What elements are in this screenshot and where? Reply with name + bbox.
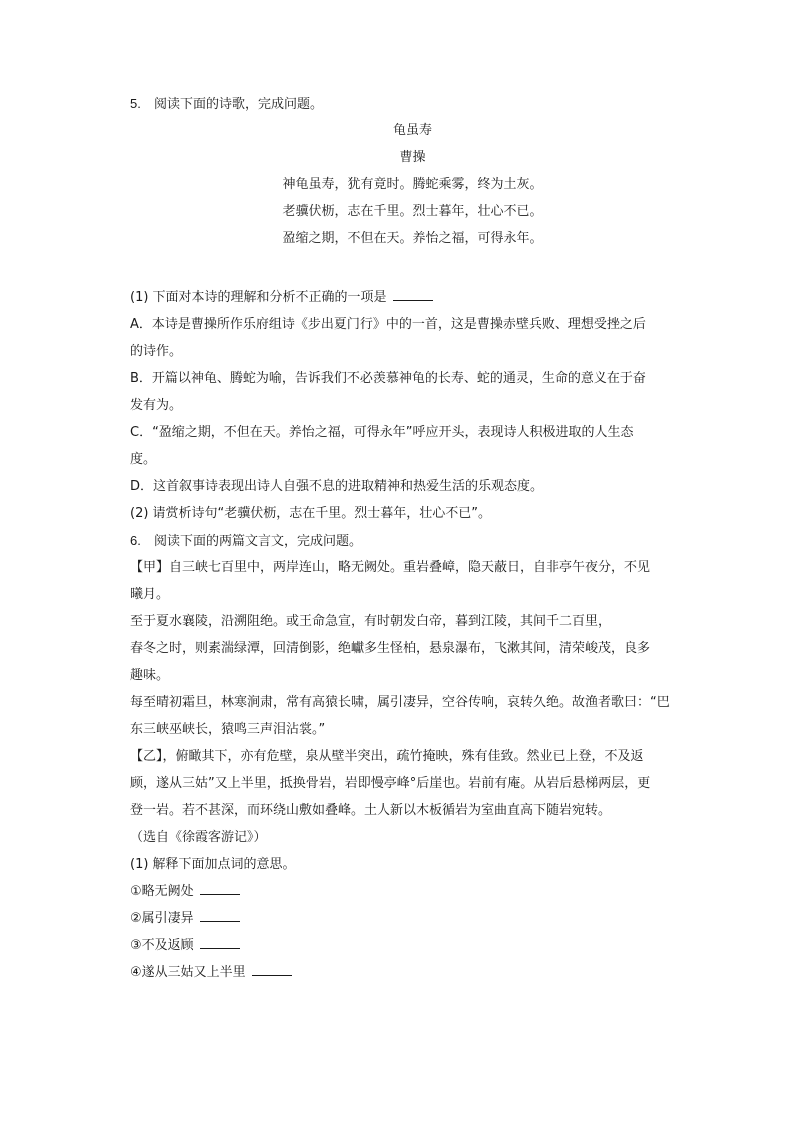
question-5-header: [130, 90, 695, 117]
subquestion-2: (2) 请赏析诗句“老骥伏枥，志在千里。烈士暮年，壮心不已”。: [130, 506, 492, 521]
option-a-continued: 的诗作。: [130, 344, 183, 359]
poem-line: 盈缩之期，不但在天。养怡之福，可得永年。: [282, 231, 543, 246]
passage-line: 【甲】自三峡七百里中，两岸连山，略无阙处。重岩叠嶂，隐天蔽日，自非亭午夜分，不见: [130, 560, 651, 575]
passage-line: 曦月。: [130, 587, 170, 602]
passage-line: 趣味。: [130, 668, 170, 683]
passage-line: 至于夏水襄陵，沿溯阻绝。或王命急宣，有时朝发白帝，暮到江陵，其间千二百里，: [130, 614, 612, 629]
answer-blank[interactable]: [200, 934, 240, 949]
passage-line: 顾，遂从三姑”又上半里，抵换骨岩，岩即慢亭峰°后崖也。岩前有庵。从岩后悬梯两层，更: [130, 776, 651, 791]
vocab-item: [130, 932, 695, 959]
vocab-item: [130, 878, 695, 905]
vocab-item-text: ③不及返顾: [130, 938, 194, 953]
subquestion-1: (1) 解释下面加点词的意思。: [130, 857, 296, 872]
vocab-item: [130, 905, 695, 932]
passage-line: 每至晴初霜旦，林寒涧肃，常有高猿长啸，属引凄异，空谷传响，哀转久绝。故渔者歌曰：“巴: [130, 695, 670, 710]
option-c: C．“盈缩之期，不但在天。养怡之福，可得永年”呼应开头，表现诗人积极进取的人生态: [130, 425, 634, 440]
answer-blank[interactable]: [252, 961, 292, 976]
option-c-continued: 度。: [130, 452, 157, 467]
answer-blank[interactable]: [393, 286, 433, 301]
question-5: [130, 90, 695, 252]
question-6-header: [130, 527, 695, 554]
poem-title: 龟虽寿: [392, 123, 432, 138]
question-prompt: 阅读下面的诗歌，完成问题。: [154, 97, 324, 112]
subquestion-1: [130, 284, 695, 311]
option-b-continued: 发有为。: [130, 398, 183, 413]
poem-author: 曹操: [399, 150, 426, 165]
vocab-item-text: ①略无阙处: [130, 884, 194, 899]
answer-blank[interactable]: [200, 880, 240, 895]
option-d: D．这首叙事诗表现出诗人自强不息的进取精神和热爱生活的乐观态度。: [130, 479, 544, 494]
vocab-item-text: ②属引凄异: [130, 911, 194, 926]
source-note: （选自《徐霞客游记》）: [130, 830, 267, 845]
poem-line: 神龟虽寿，犹有竟时。腾蛇乘雾，终为土灰。: [282, 177, 543, 192]
answer-blank[interactable]: [200, 907, 240, 922]
question-number: 5.: [130, 96, 141, 111]
passage-line: 东三峡巫峡长，猿鸣三声泪沾裳。”: [130, 722, 326, 737]
question-5-subquestions: [130, 284, 695, 527]
option-a: A．本诗是曹操所作乐府组诗《步出夏门行》中的一首，这是曹操赤壁兵败、理想受挫之后: [130, 317, 646, 332]
passage-line: 春冬之时，则素湍绿潭，回清倒影，绝巘多生怪柏，悬泉瀑布，飞漱其间，清荣峻茂，良多: [130, 641, 651, 656]
passage-line: 登一岩。若不甚深，而环绕山敷如叠峰。土人新以木板循岩为室曲直高下随岩宛转。: [130, 803, 612, 818]
subquestion-text: (1) 下面对本诗的理解和分析不正确的一项是: [130, 290, 387, 305]
poem-line: 老骥伏枥，志在千里。烈士暮年，壮心不已。: [282, 204, 543, 219]
vocab-item-text: ④遂从三姑又上半里: [130, 965, 246, 980]
option-b: B．开篇以神龟、腾蛇为喻，告诉我们不必羡慕神龟的长寿、蛇的通灵，生命的意义在于奋: [130, 371, 646, 386]
question-number: 6.: [130, 533, 141, 548]
question-prompt: 阅读下面的两篇文言文，完成问题。: [154, 534, 363, 549]
question-6: [130, 527, 695, 986]
vocab-item: [130, 959, 695, 986]
passage-line: 【乙】，俯瞰其下，亦有危壁，泉从壁半突出，疏竹掩映，殊有佳致。然业已上登，不及返: [130, 749, 644, 764]
